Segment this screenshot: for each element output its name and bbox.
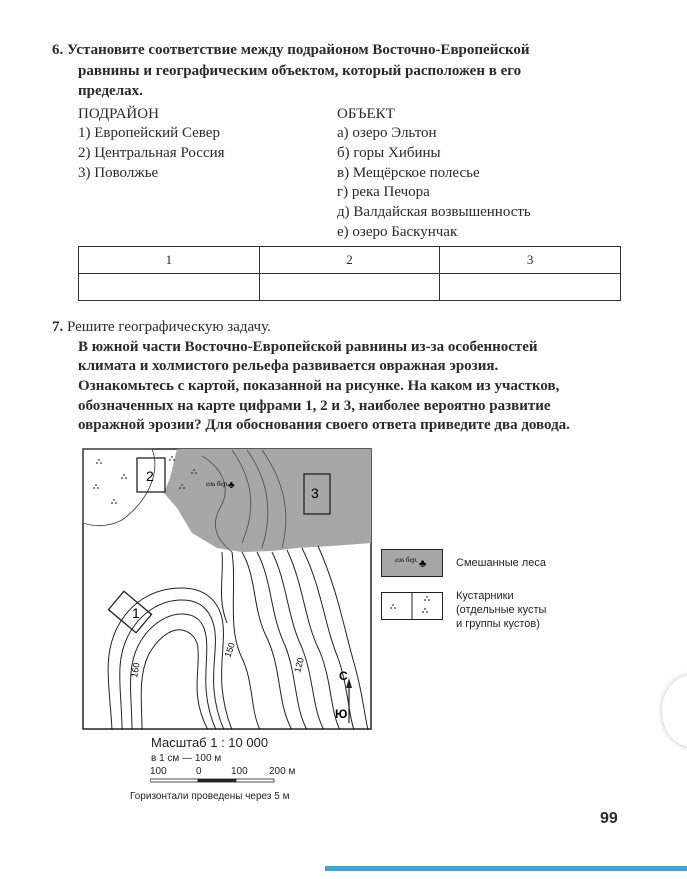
scale-bar: [150, 777, 290, 785]
area-label-3: 3: [311, 485, 319, 501]
forest-symbol-text: ель бер.: [206, 480, 229, 488]
subregion-header: ПОДРАЙОН: [78, 106, 159, 122]
page-number: 99: [600, 810, 618, 827]
subregion-item: 2) Центральная Россия: [78, 145, 225, 161]
answer-table: [78, 246, 621, 301]
task7-line-1: [52, 318, 271, 337]
object-item: г) река Печора: [337, 184, 430, 200]
answer-header-2: 2: [259, 247, 440, 274]
answer-cell-3[interactable]: [440, 274, 621, 301]
answer-cell-1[interactable]: [79, 274, 260, 301]
object-header: ОБЪЕКТ: [337, 106, 395, 122]
legend-shrubs-1: Кустарники: [456, 590, 514, 602]
scale-tick: 200 м: [269, 766, 296, 777]
topographic-map: [82, 448, 372, 730]
south-label: Ю: [335, 707, 348, 721]
task7-text: Ознакомьтесь с картой, показанной на рисунке. На каком из участков,: [78, 378, 560, 394]
scale-tick: 0: [196, 766, 202, 777]
answer-cell-2[interactable]: [259, 274, 440, 301]
legend-forest-symbol: ель бер.: [395, 556, 418, 564]
task6-text-2: равнины и географическим объектом, который расположен в его: [78, 63, 522, 79]
legend-forest-swatch: [381, 549, 443, 577]
north-label: С: [339, 669, 348, 683]
area-label-1: 1: [132, 605, 140, 621]
scroll-button[interactable]: [662, 675, 687, 747]
contour-label-120: 120: [292, 656, 306, 674]
task7-text: климата и холмистого рельефа развивается овражная эрозия.: [78, 358, 499, 374]
object-item: б) горы Хибины: [337, 145, 441, 161]
subregion-item: 3) Поволжье: [78, 165, 159, 181]
task6-line-1: [52, 41, 530, 60]
task7-number: 7.: [52, 319, 64, 335]
task7-title: Решите географическую задачу.: [67, 319, 271, 335]
object-item: д) Валдайская возвышенность: [337, 204, 531, 220]
task7-text: овражной эрозии? Для обоснования своего ответа приведите два довода.: [78, 417, 570, 433]
answer-header-3: 3: [440, 247, 621, 274]
scale-ratio: в 1 см — 100 м: [151, 753, 222, 764]
object-item: в) Мещёрское полесье: [337, 165, 480, 181]
scale-tick: 100: [231, 766, 248, 777]
object-item: е) озеро Баскунчак: [337, 224, 458, 240]
subregion-item: 1) Европейский Север: [78, 125, 220, 141]
task6-number: 6.: [52, 42, 64, 58]
legend-shrub-swatch: [381, 592, 443, 620]
task6-text-3: пределах.: [78, 83, 143, 99]
contour-label-150: 150: [222, 641, 238, 659]
tree-icon: ♣: [228, 480, 235, 491]
task7-text: В южной части Восточно-Европейской равнины из-за особенностей: [78, 339, 538, 355]
svg-text:♣: ♣: [419, 558, 427, 570]
scale-tick: 100: [150, 766, 167, 777]
answer-header-1: 1: [79, 247, 260, 274]
legend-mixed-forest: Смешанные леса: [456, 557, 546, 569]
area-label-2: 2: [146, 468, 154, 484]
task7-text: обозначенных на карте цифрами 1, 2 и 3, наиболее вероятно развитие: [78, 398, 551, 414]
legend-shrubs-2: (отдельные кусты: [456, 604, 547, 616]
legend-shrubs-3: и группы кустов): [456, 618, 540, 630]
object-item: а) озеро Эльтон: [337, 125, 437, 141]
contour-label-160: 160: [129, 661, 142, 679]
contour-note: Горизонтали проведены через 5 м: [130, 791, 290, 802]
scale-title: Масштаб 1 : 10 000: [151, 735, 269, 750]
task6-text-1: Установите соответствие между подрайоном Восточно-Европейской: [67, 42, 530, 58]
progress-bar: [325, 866, 687, 871]
